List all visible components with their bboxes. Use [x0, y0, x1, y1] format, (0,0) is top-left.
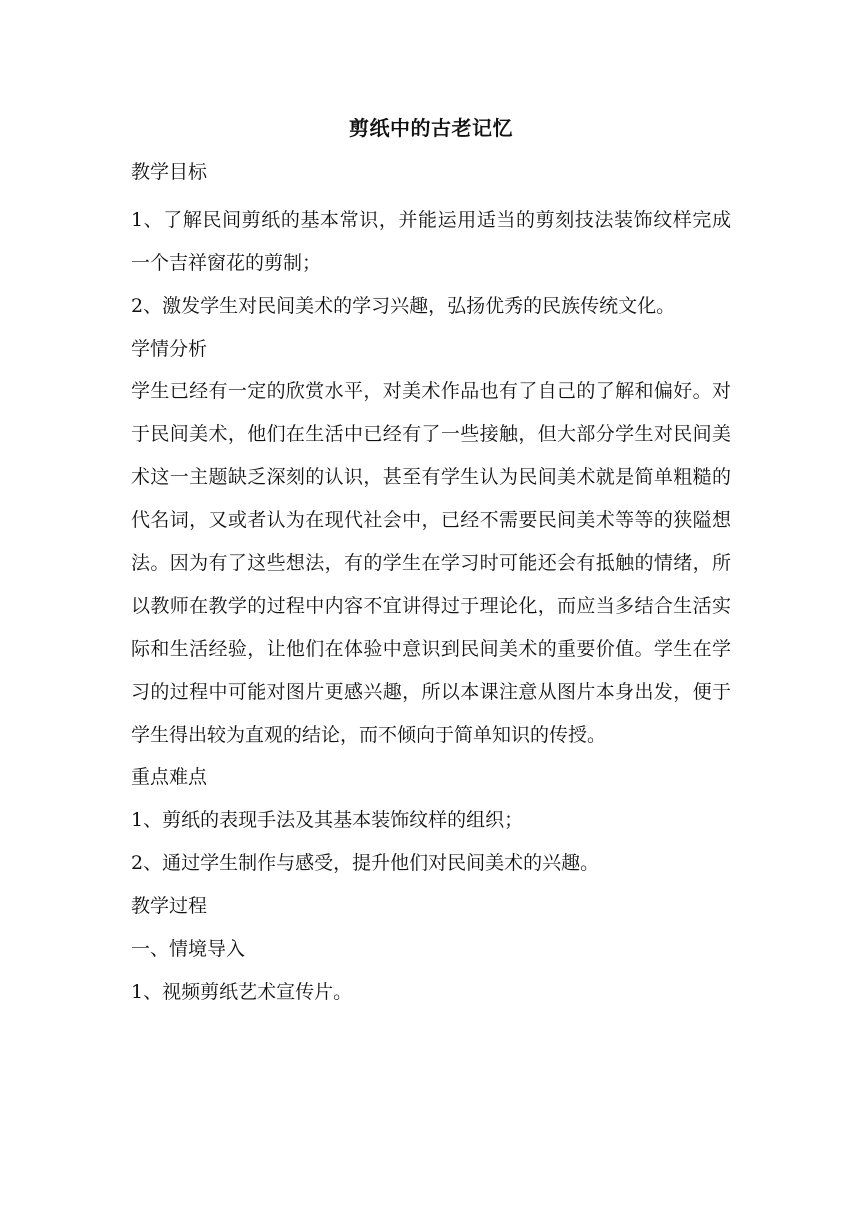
teaching-goal-item: 1、了解民间剪纸的基本常识，并能运用适当的剪刻技法装饰纹样完成一个吉祥窗花的剪制； — [131, 209, 731, 274]
section-heading-teaching-process: 教学过程 — [131, 895, 208, 917]
student-analysis-paragraph: 学生已经有一定的欣赏水平，对美术作品也有了自己的了解和偏好。对于民间美术，他们在生活中已经有了一些接触，但大部分学生对民间美术这一主题缺乏深刻的认识，甚至有学生认为民间美术就是简单粗糙的代名词，又或者认为在现代社会中，已经不需要民间美术等等的狭隘想法。因为有了这些想法，有的学生在学习时可能还会有抵触的情绪，所以教师在教学的过程中内容不宜讲得过于理论化，而应当多结合生活实际和生活经验，让他们在体验中意识到民间美术的重要价值。学生在学习的过程中可能对图片更感兴趣，所以本课注意从图片本身出发，便于学生得出较为直观的结论，而不倾向于简单知识的传授。 — [131, 380, 731, 746]
process-step-item: 1、视频剪纸艺术宣传片。 — [131, 981, 353, 1003]
key-point-item: 2、通过学生制作与感受，提升他们对民间美术的兴趣。 — [131, 852, 600, 874]
section-heading-student-analysis: 学情分析 — [131, 338, 208, 360]
section-heading-teaching-goals: 教学目标 — [131, 161, 208, 183]
key-point-item: 1、剪纸的表现手法及其基本装饰纹样的组织； — [131, 809, 524, 831]
teaching-goal-item: 2、激发学生对民间美术的学习兴趣，弘扬优秀的民族传统文化。 — [131, 295, 676, 317]
section-heading-key-points: 重点难点 — [131, 766, 208, 788]
document-body — [131, 112, 731, 1019]
process-step-heading: 一、情境导入 — [131, 938, 246, 960]
document-title: 剪纸中的古老记忆 — [349, 116, 513, 140]
